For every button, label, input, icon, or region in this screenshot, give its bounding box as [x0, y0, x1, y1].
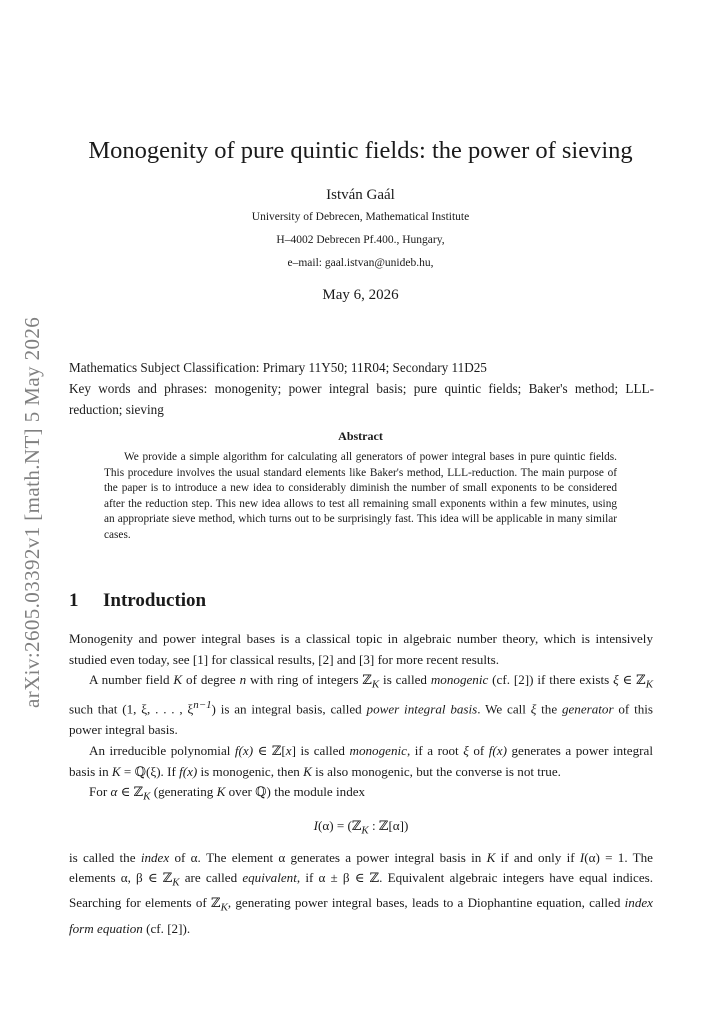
paragraph: Monogenity and power integral bases is a classical topic in algebraic number theory, which is intensively studied even today, see [1] for classical results, [2] and [3] for more recent results.	[69, 631, 653, 667]
paper-title: Monogenity of pure quintic fields: the power of sieving	[88, 137, 633, 164]
msc-classification: Mathematics Subject Classification: Primary 11Y50; 11R04; Secondary 11D25	[69, 360, 487, 375]
section-heading	[69, 590, 206, 612]
paper-date: May 6, 2026	[322, 287, 399, 303]
affiliation-line: H–4002 Debrecen Pf.400., Hungary,	[276, 234, 445, 246]
paragraph: A number field K of degree n with ring of integers ℤ$_K$ is called monogenic (cf. [2]) if there exists ξ ∈ ℤ$_K$ such that (1, ξ, . . . , $\xi^{n-1}$) is an integral basis, called power integral basis. We call ξ the generator of this power integral basis.	[69, 672, 654, 738]
affiliation-line: University of Debrecen, Mathematical Institute	[251, 211, 470, 223]
paragraph: For α ∈ ℤ$_K$ (generating K over ℚ) the module index	[89, 784, 366, 803]
abstract-text: We provide a simple algorithm for calculating all generators of power integral bases in pure quintic fields. This procedure involves the usual standard elements like Baker's method, LLL-reduction. The main purpose of the paper is to introduce a new idea to considerably diminish the number of small exponents to be considered after the reduction step. This new idea allows to test all remaining small exponents within a few minutes, using an appropriate sieve method, which turns out to be surprisingly fast. This idea will be applicable in many similar cases.	[104, 451, 617, 541]
arxiv-identifier: arXiv:2605.03392v1 [math.NT] 5 May 2026	[20, 316, 44, 708]
body-text	[69, 629, 653, 939]
paragraph: An irreducible polynomial f(x) ∈ ℤ[x] is called monogenic, if a root ξ of f(x) generates a power integral basis in K = ℚ(ξ). If f(x) is monogenic, then K is also monogenic, but the converse is not true.	[69, 742, 653, 779]
display-equation: I(α) = (ℤ$_K$ : ℤ[α])	[313, 818, 409, 837]
abstract-heading: Abstract	[338, 429, 383, 443]
section-number: 1	[69, 590, 79, 611]
paragraph: is called the index of α. The element α generates a power integral basis in K if and only if I(α) = 1. The elements α, β ∈ ℤ$_K$ are called equivalent, if α ± β ∈ ℤ. Equivalent algebraic integers have equal indices. Searching for elements of ℤ$_K$, generating power integral bases, leads to a Diophantine equation, called index form equation (cf. [2]).	[69, 849, 654, 936]
section-title: Introduction	[103, 590, 207, 611]
affiliation-line: e–mail: gaal.istvan@unideb.hu,	[287, 257, 434, 269]
keywords: Key words and phrases: monogenity; power integral basis; pure quintic fields; Baker's method; LLL-reduction; sieving	[69, 381, 654, 417]
author-name: István Gaál	[326, 187, 395, 203]
